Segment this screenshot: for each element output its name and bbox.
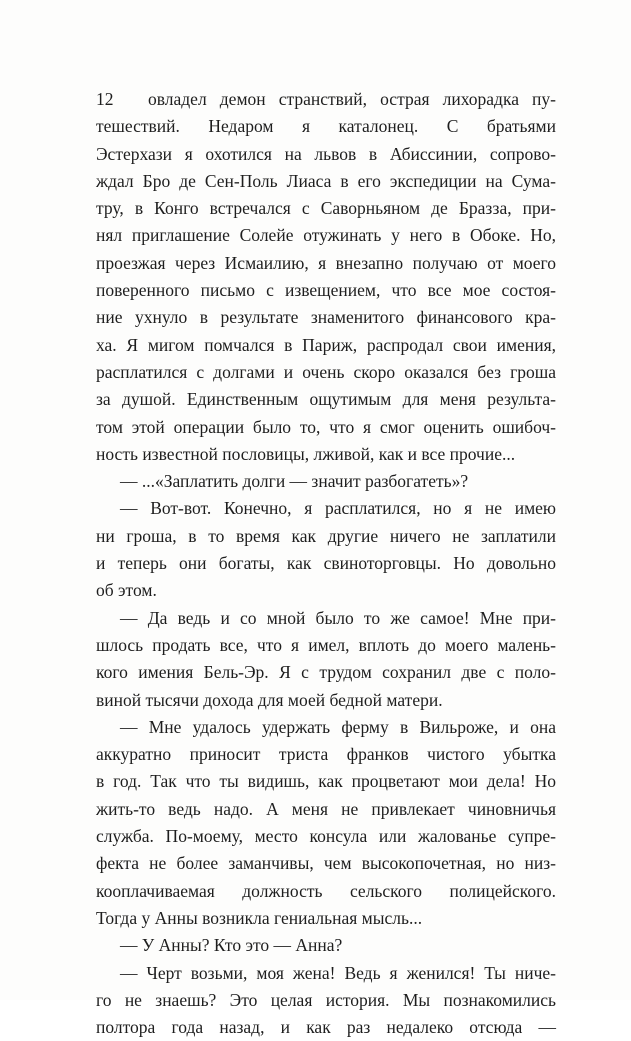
text-line: проезжая через Исмаилию, я внезапно получаю от моего [96,252,556,273]
text-line: фекта не более заманчивы, чем высокопочетная, но низ- [96,853,556,874]
text-line: об этом. [96,580,157,601]
text-line: — Да ведь и со мной было то же самое! Мне при- [120,607,556,628]
text-line: — У Анны? Кто это — Анна? [120,935,343,956]
text-line: ни гроша, в то время как другие ничего не заплатили [96,525,556,546]
text-line: ность известной пословицы, лживой, как и все прочие... [96,443,516,464]
text-line: — ...«Заплатить долги — значит разбогатеть»? [120,471,469,492]
page-number: 12 [96,89,114,109]
text-line: кооплачиваемая должность сельского полицейского. [96,880,556,901]
text-line: — Мне удалось удержать ферму в Вильроже, и она [120,716,556,737]
text-line: ха. Я мигом помчался в Париж, распродал свои имения, [96,334,556,355]
text-line: тешествий. Недаром я каталонец. С братьями [96,116,556,137]
text-line: тру, в Конго встречался с Саворньяном де Бразза, при- [96,198,556,219]
text-line: жить-то ведь надо. А меня не привлекает чиновничья [96,798,556,819]
text-line: и теперь они богаты, как свиноторговцы. Но довольно [96,553,556,574]
text-line: ние ухнуло в результате знаменитого финансового кра- [96,307,556,328]
text-line: — Вот-вот. Конечно, я расплатился, но я не имею [120,498,556,519]
text-line: поверенного письмо с извещением, что все мое состоя- [96,280,556,301]
text-line: овладел демон странствий, острая лихорадка пу- [148,89,556,109]
text-line: служба. По-моему, место консула или жалованье супре- [96,826,556,847]
text-line: виной тысячи дохода для моей бедной матери. [96,689,443,710]
text-line: — Черт возьми, моя жена! Ведь я женился! Ты ниче- [120,962,556,983]
text-line: шлось продать все, что я имел, вплоть до моего малень- [96,634,556,655]
text-line: ждал Бро де Сен-Поль Лиаса в его экспедиции на Сума- [96,170,556,191]
text-line: аккуратно приносит триста франков чистого убытка [96,744,556,765]
body-text [96,86,556,1041]
text-line: том этой операции было то, что я смог оценить ошибоч- [96,416,556,437]
text-line: кого имения Бель-Эр. Я с трудом сохранил две с поло- [96,662,556,683]
text-line: Эстерхази я охотился на львов в Абиссинии, сопрово- [96,143,556,164]
text-line: расплатился с долгами и очень скоро оказался без гроша [96,361,556,382]
text-line: за душой. Единственным ощутимым для меня результа- [96,389,556,410]
text-line: в год. Так что ты видишь, как процветают мои дела! Но [96,771,556,792]
text-line: Тогда у Анны возникла гениальная мысль... [96,907,423,928]
text-line: го не знаешь? Это целая история. Мы познакомились [96,989,556,1010]
text-line: нял приглашение Солейе отужинать у него в Обоке. Но, [96,225,556,246]
text-line: полтора года назад, и как раз недалеко отсюда — [96,1017,556,1038]
